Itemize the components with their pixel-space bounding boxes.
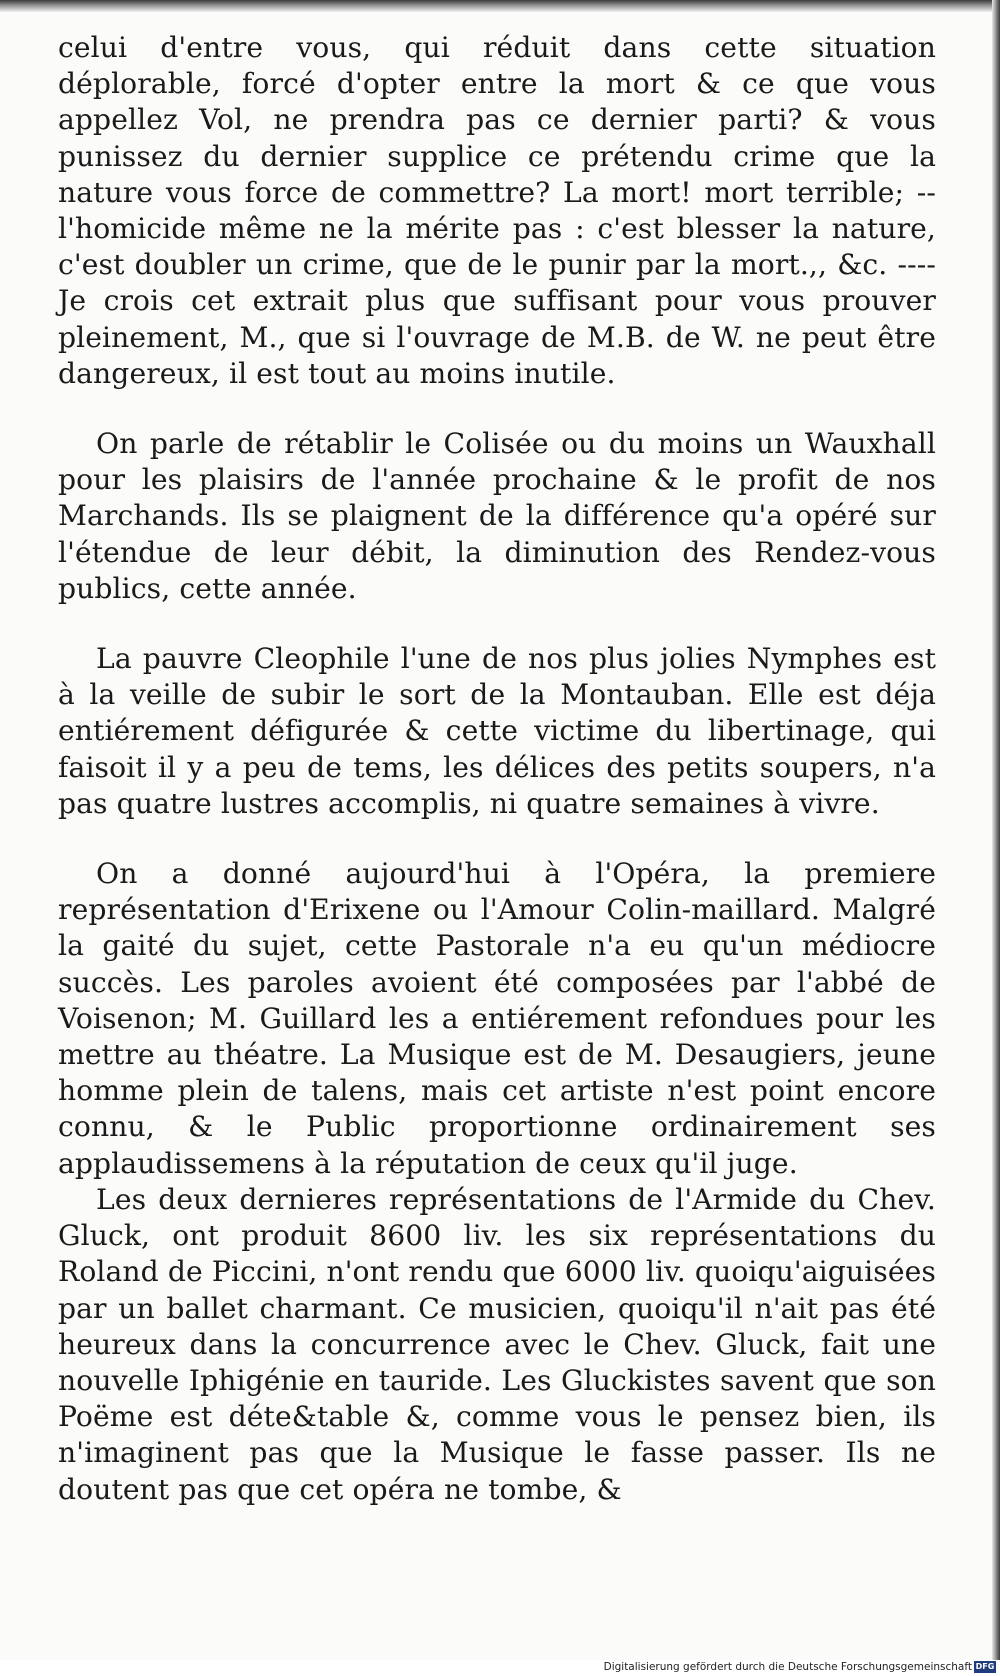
- footer-credit: Digitalisierung gefördert durch die Deutsche Forschungsgemeinschaft: [603, 1661, 972, 1673]
- paragraph-5: Les deux dernieres représentations de l'Armide du Chev. Gluck, ont produit 8600 liv. les six représentations du Roland de Piccini, n'ont rendu que 6000 liv. quoiqu'aiguisées par un ballet charmant. Ce musicien, quoiqu'il n'ait pas été heureux dans la concurrence avec le Chev. Gluck, fait une nouvelle Iphigénie en tauride. Les Gluckistes savent que son Poëme est déte&table &, comme vous le pensez bien, ils n'imaginent pas que la Musique le fasse passer. Ils ne doutent pas que cet opéra ne tombe, &: [58, 1182, 936, 1506]
- dfg-logo-icon: DFG: [975, 1662, 995, 1671]
- paragraph-2: On parle de rétablir le Colisée ou du moins un Wauxhall pour les plaisirs de l'année prochaine & le profit de nos Marchands. Ils se plaignent de la différence qu'a opéré sur l'étendue de leur débit, la diminution des Rendez-vous publics, cette année.: [58, 427, 936, 605]
- paragraph-3: La pauvre Cleophile l'une de nos plus jolies Nymphes est à la veille de subir le sort de la Montauban. Elle est déja entiérement défigurée & cette victime du libertinage, qui faisoit il y a peu de tems, les délices des petits soupers, n'a pas quatre lustres accomplis, ni quatre semaines à vivre.: [58, 642, 936, 820]
- digitization-footer: [0, 1660, 1000, 1676]
- page-right-edge: [992, 0, 1000, 1660]
- page-top-edge: [0, 0, 1000, 12]
- page-text: [58, 30, 936, 1508]
- paragraph-4: On a donné aujourd'hui à l'Opéra, la premiere représentation d'Erixene ou l'Amour Colin-maillard. Malgré la gaité du sujet, cette Pastorale n'a eu qu'un médiocre succès. Les paroles avoient été composées par l'abbé de Voisenon; M. Guillard les a entiérement refondues pour les mettre au théatre. La Musique est de M. Desaugiers, jeune homme plein de talens, mais cet artiste n'est point encore connu, & le Public proportionne ordinairement ses applaudissemens à la réputation de ceux qu'il juge.: [58, 857, 936, 1180]
- paragraph-1: celui d'entre vous, qui réduit dans cette situation déplorable, forcé d'opter entre la mort & ce que vous appellez Vol, ne prendra pas ce dernier parti? & vous punissez du dernier supplice ce prétendu crime que la nature vous force de commettre? La mort! mort terrible; -- l'homicide même ne la mérite pas : c'est blesser la nature, c'est doubler un crime, que de le punir par la mort.,, &c. ---- Je crois cet extrait plus que suffisant pour vous prouver pleinement, M., que si l'ouvrage de M.B. de W. ne peut être dangereux, il est tout au moins inutile.: [58, 31, 936, 390]
